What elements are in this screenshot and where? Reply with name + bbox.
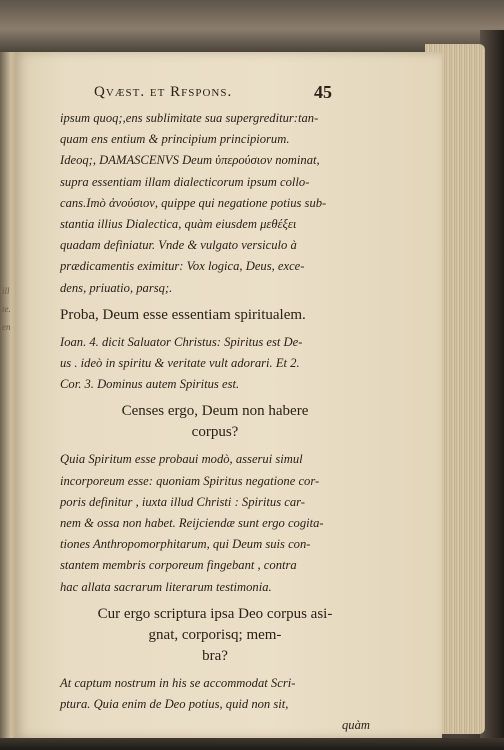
heading-line: bra? xyxy=(202,647,228,664)
text-line: nem & ossa non habet. Reijciendæ sunt ergo cogita- xyxy=(60,516,324,531)
heading-line: corpus? xyxy=(191,424,239,441)
text-line: Ioan. 4. dicit Saluator Christus: Spiritus est De- xyxy=(60,334,303,349)
running-head xyxy=(60,84,370,108)
text-line: hac allata sacrarum literarum testimonia. xyxy=(60,579,272,594)
section-heading: Proba, Deum esse essentiam spiritualem. xyxy=(60,306,306,323)
paragraph xyxy=(60,673,370,737)
question-heading xyxy=(60,401,370,443)
question-heading xyxy=(60,604,370,667)
text-line: dens, priuatio, parsq;. xyxy=(60,280,173,295)
text-line: poris definitur , iuxta illud Christi : Spiritus car- xyxy=(60,494,305,509)
text-line: prædicamentis eximitur: Vox logica, Deus, exce- xyxy=(60,259,305,274)
book-page xyxy=(16,52,442,738)
heading-line: gnat, corporisq; mem- xyxy=(148,626,282,643)
left-page-mark: en xyxy=(2,322,11,332)
page-number: 45 xyxy=(314,82,332,102)
text-line: us . ideò in spiritu & veritate vult adorari. Et 2. xyxy=(60,356,300,371)
heading-line: Cur ergo scriptura ipsa Deo corpus asi- xyxy=(97,605,333,622)
text-line: cans.Imò ἀνούσιον, quippe qui negatione potius sub- xyxy=(60,195,327,210)
text-line: Cor. 3. Dominus autem Spiritus est. xyxy=(60,377,240,392)
catchword: quàm xyxy=(342,718,370,733)
left-page-mark: te. xyxy=(2,304,11,314)
text-line: stantia illius Dialectica, quàm eiusdem μεθέξει xyxy=(60,217,297,232)
text-line: quadam definiatur. Vnde & vulgato versiculo à xyxy=(60,238,297,253)
text-line: ptura. Quia enim de Deo potius, quid non sit, xyxy=(60,697,289,712)
text-line: Quia Spiritum esse probaui modò, asserui simul xyxy=(60,452,303,467)
heading-line: Censes ergo, Deum non habere xyxy=(121,403,309,420)
paragraph xyxy=(60,332,370,396)
book-bottom-edge xyxy=(0,738,504,750)
text-line: stantem membris corporeum fingebant , contra xyxy=(60,558,297,573)
text-line: At captum nostrum in his se accommodat Scri- xyxy=(60,675,296,690)
paragraph xyxy=(60,108,370,299)
page-content xyxy=(60,84,370,736)
text-line: Ideoq;, DAMASCENVS Deum ὑπερούσιον nominat, xyxy=(60,153,320,168)
left-page-marks xyxy=(2,282,16,402)
text-line: tiones Anthropomorphitarum, qui Deum suis con- xyxy=(60,537,311,552)
text-line: quam ens entium & principium principiorum. xyxy=(60,132,290,147)
text-line: ipsum quoq;,ens sublimitate sua supergreditur:tan- xyxy=(60,111,319,125)
text-line: supra essentiam illam dialecticorum ipsum collo- xyxy=(60,174,310,189)
running-head-title: Qvæst. et Rfspons. xyxy=(94,84,233,100)
text-line: incorporeum esse: quoniam Spiritus negatione cor- xyxy=(60,473,320,488)
left-page-mark: ill xyxy=(2,286,10,296)
paragraph xyxy=(60,449,370,597)
